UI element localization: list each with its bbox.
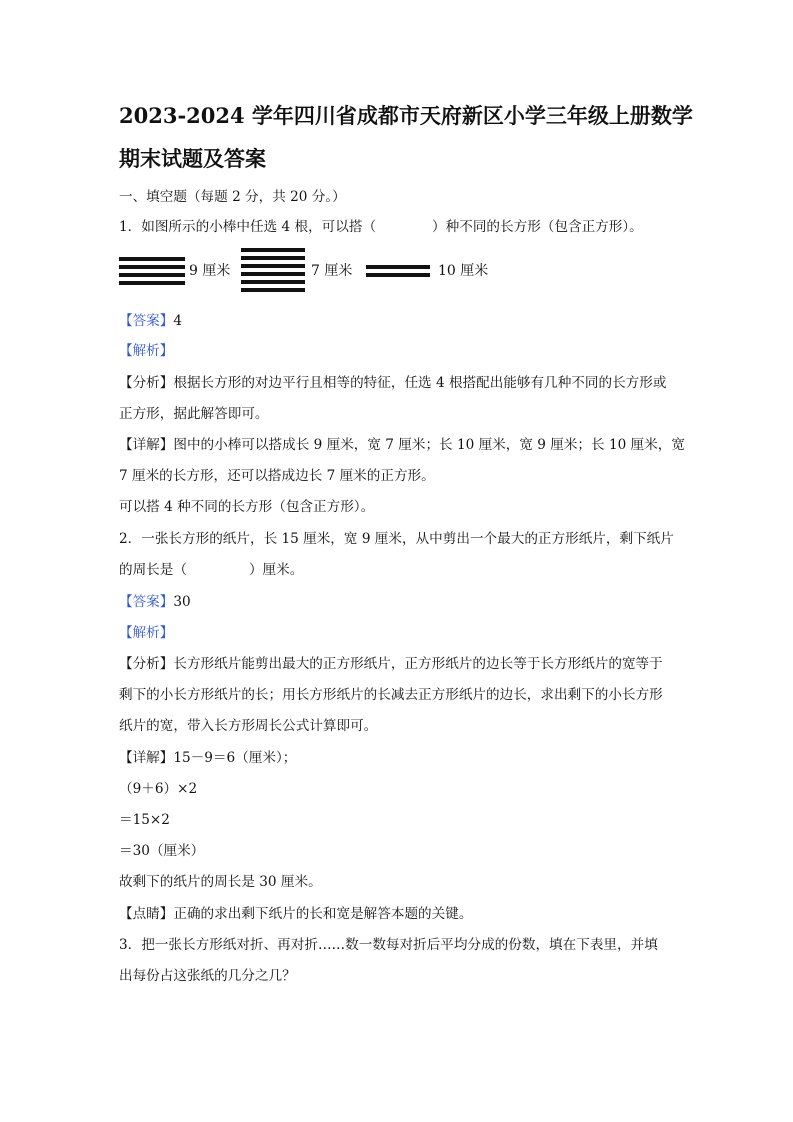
page-title-line-2: 期末试题及答案 [119,146,266,171]
stick [366,265,430,269]
q1-text-before: 1．如图所示的小棒中任选 4 根，可以搭（ [119,219,377,235]
page-title-line-1: 2023-2024 学年四川省成都市天府新区小学三年级上册数学 [119,103,693,128]
q1-fenxi-line-2: 正方形，据此解答即可。 [119,406,269,422]
q2-fenxi-line-1 [119,654,663,674]
q2-question-line-2 [119,560,303,580]
stick-label-10cm: 10 厘米 [438,263,489,279]
stick [241,272,305,276]
xiangjie-tag: 【详解】 [119,750,174,766]
q1-fenxi-line-1 [119,373,666,393]
q2-text-after: ）厘米。 [248,562,304,578]
stick [241,288,305,292]
dianjing-tag: 【点睛】 [119,906,174,922]
fenxi-tag: 【分析】 [119,656,174,672]
fenxi-tag: 【分析】 [119,375,174,391]
q2-dianjing [119,904,472,924]
q2-calc-line-2: ＝15×2 [119,812,170,828]
q3-question-line-1: 3．把一张长方形纸对折、再对折……数一数每对折后平均分成的份数，填在下表里，并填 [119,937,658,953]
q2-analysis-heading [119,623,173,643]
q1-xiangjie-line-2: 7 厘米的长方形，还可以搭成边长 7 厘米的正方形。 [119,468,435,484]
q1-text-after: ）种不同的长方形（包含正方形）。 [432,219,643,235]
q2-fenxi-text: 长方形纸片能剪出最大的正方形纸片，正方形纸片的边长等于长方形纸片的宽等于 [173,656,663,672]
q2-calc-line-1: （9＋6）×2 [119,781,198,797]
stick-label-7cm: 7 厘米 [311,263,353,279]
stick-figure [119,248,519,298]
q2-xiangjie-text: 15－9＝6（厘米）； [173,750,297,766]
stick [241,256,305,260]
q1-analysis-heading [119,341,173,361]
analysis-tag: 【解析】 [119,625,174,641]
q1-xiangjie-text: 图中的小棒可以搭成长 9 厘米，宽 7 厘米；长 10 厘米，宽 9 厘米；长 10 厘米，宽 [173,437,685,453]
q2-calc-line-3: ＝30（厘米） [119,843,205,859]
q1-xiangjie-line-1 [119,435,685,455]
answer-tag: 【答案】 [119,594,174,610]
q2-answer-value: 30 [173,594,191,610]
section-heading: 一、填空题（每题 2 分，共 20 分。） [119,189,346,205]
q1-answer [119,311,182,331]
q2-dianjing-text: 正确的求出剩下纸片的长和宽是解答本题的关键。 [173,906,473,922]
answer-tag: 【答案】 [119,313,174,329]
q1-conclusion: 可以搭 4 种不同的长方形（包含正方形）。 [119,499,375,515]
q2-xiangjie-line-1 [119,748,296,768]
q1-answer-value: 4 [173,313,183,329]
stick [241,264,305,268]
stick [119,265,185,269]
xiangjie-tag: 【详解】 [119,437,174,453]
q2-text-before: 的周长是（ [119,562,187,578]
q2-question-line-1: 2．一张长方形的纸片，长 15 厘米，宽 9 厘米，从中剪出一个最大的正方形纸片，剩下纸片 [119,531,674,547]
stick [241,248,305,252]
stick [119,257,185,261]
stick [366,273,430,277]
q2-answer [119,592,191,612]
stick [119,281,185,285]
q1-fenxi-text: 根据长方形的对边平行且相等的特征，任选 4 根搭配出能够有几种不同的长方形或 [173,375,667,391]
q2-fenxi-line-3: 纸片的宽，带入长方形周长公式计算即可。 [119,718,378,734]
stick [119,273,185,277]
q2-fenxi-line-2: 剩下的小长方形纸片的长；用长方形纸片的长减去正方形纸片的边长，求出剩下的小长方形 [119,687,663,703]
q1-question [119,217,643,237]
analysis-tag: 【解析】 [119,343,174,359]
q2-conclusion: 故剩下的纸片的周长是 30 厘米。 [119,874,322,890]
q3-question-line-2: 出每份占这张纸的几分之几？ [119,968,296,984]
stick-label-9cm: 9 厘米 [189,263,231,279]
stick [241,280,305,284]
